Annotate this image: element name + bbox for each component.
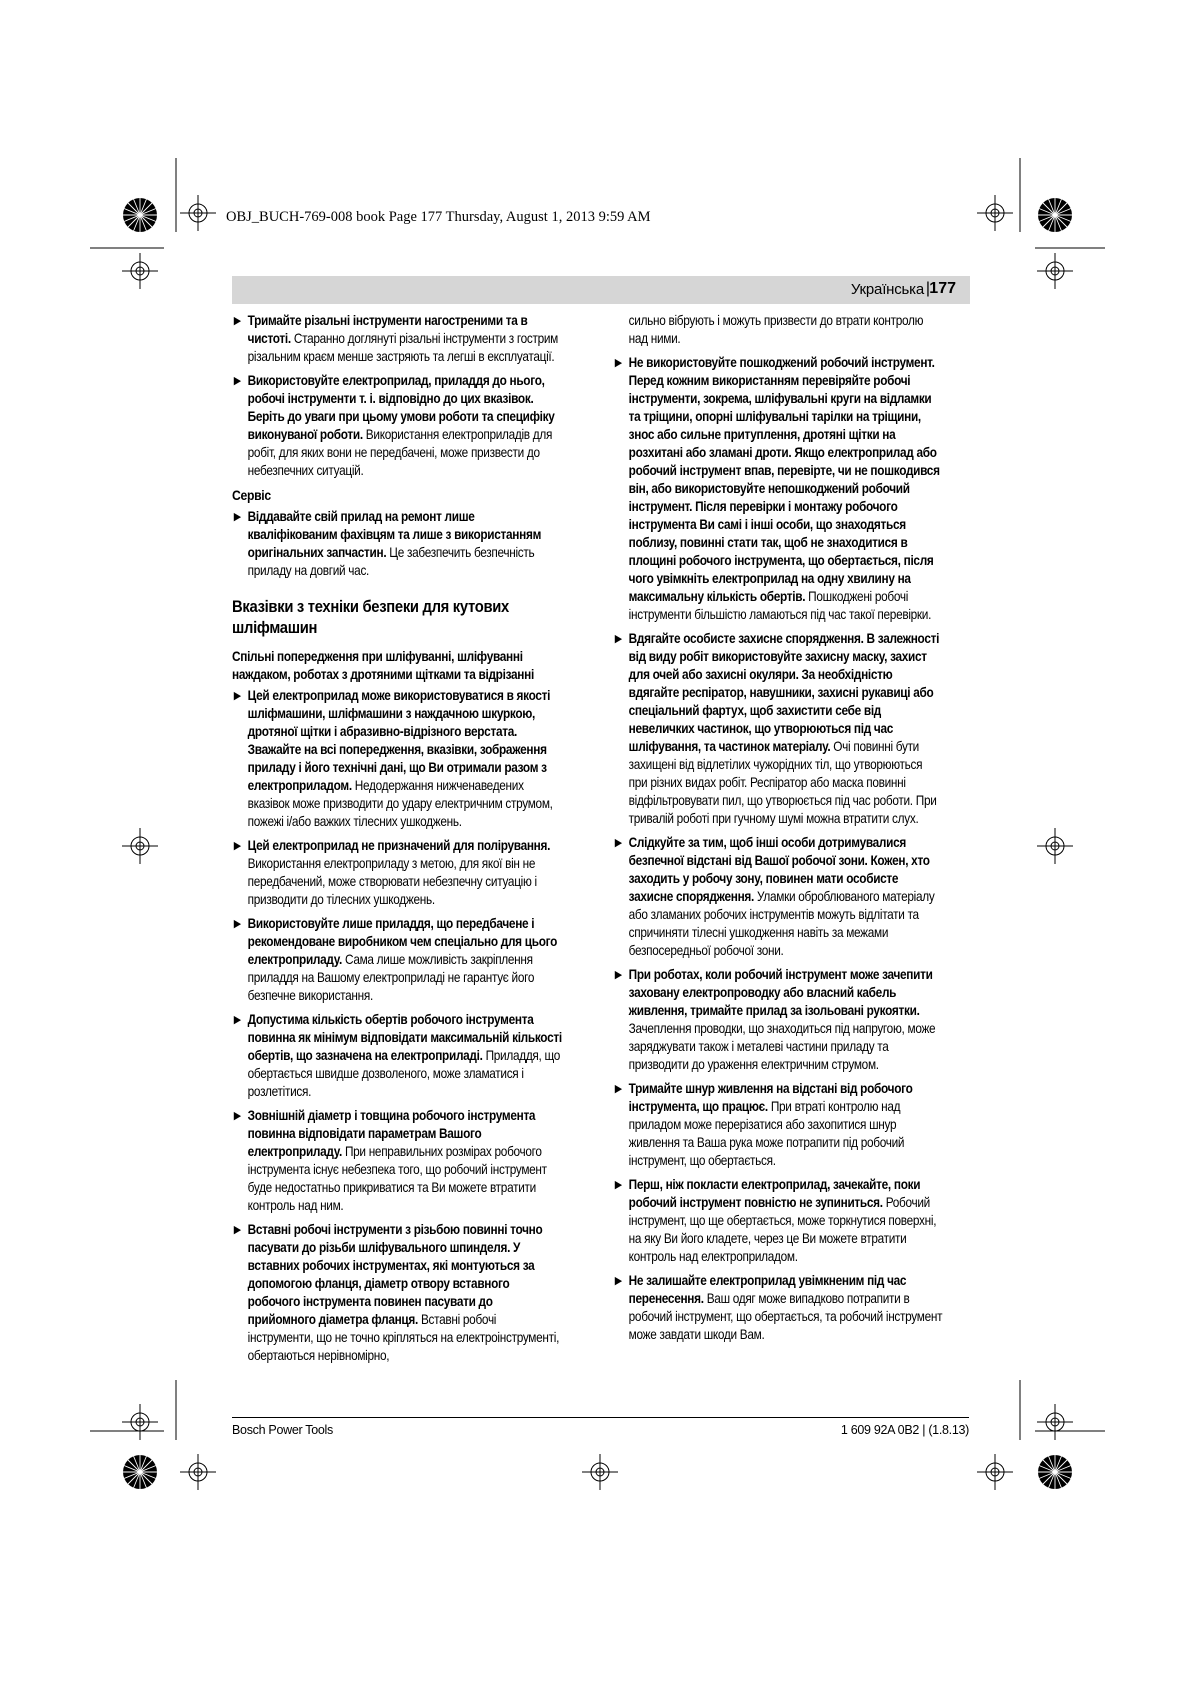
subsection-title: Спільні попередження при шліфуванні, шліфуванні наждаком, роботах з дротяними щітками та відрізанні <box>232 649 534 682</box>
footer-brand: Bosch Power Tools <box>232 1423 333 1437</box>
page-number: 177 <box>929 280 956 297</box>
list-item: ▶ Цей електроприлад не призначений для полірування. Використання електроприладу з метою, для якої він не передбачений, може створювати небезпечну ситуацію і призводити до тілесних ушкоджень. <box>232 837 563 909</box>
registration-mark-icon <box>180 1454 216 1490</box>
registration-mark-icon <box>582 1454 618 1490</box>
list-item: ▶ Не залишайте електроприлад увімкненим під час перенесення. Ваш одяг може випадково потрапити в робочий інструмент, що обертається, та робочий інструмент може завдати шкоди Вам. <box>613 1272 944 1344</box>
service-heading: Сервіс <box>232 487 271 503</box>
registration-mark-icon <box>1037 253 1073 289</box>
registration-mark-icon <box>1037 1404 1073 1440</box>
list-item: ▶ Тримайте шнур живлення на відстані від робочого інструмента, що працює. При втраті контролю над приладом може перерізатися або захопитися шнур живлення та Ваша рука може потрапити під робочий інструмент, що обертається. <box>613 1080 944 1170</box>
star-target-icon <box>123 1455 157 1489</box>
list-item: ▶ Тримайте різальні інструменти нагостреними та в чистоті. Старанно доглянуті різальні інструменти з гострим різальним краєм менше застряють та легші в експлуатації. <box>232 312 563 366</box>
list-item: ▶ Вставні робочі інструменти з різьбою повинні точно пасувати до різьби шліфувального шпинделя. У вставних робочих інструментах, які монтуються за допомогою фланця, діаметр отвору вставного робочого інструмента повинен пасувати до прийомного діаметра фланця. Вставні робочі інструменти, що не точно кріпляться на електроінструменті, обертаються нерівномірно, <box>232 1221 563 1365</box>
print-slug: OBJ_BUCH-769-008 book Page 177 Thursday, August 1, 2013 9:59 AM <box>226 209 651 225</box>
footer-doc-number: 1 609 92A 0B2 | (1.8.13) <box>840 1423 969 1437</box>
list-item: ▶ Допустима кількість обертів робочого інструмента повинна як мінімум відповідати максимальній кількості обертів, що зазначена на електроприладі. Приладдя, що обертається швидше дозволеного, може зламатися і розлетітися. <box>232 1011 563 1101</box>
header-language: Українська <box>850 281 924 298</box>
list-item: ▶ Віддавайте свій прилад на ремонт лише кваліфікованим фахівцям та лише з використанням оригінальних запчастин. Це забезпечить безпечність приладу на довгий час. <box>232 508 563 580</box>
running-header <box>232 276 970 304</box>
registration-mark-icon <box>1037 828 1073 864</box>
continued-text: сильно вібрують і можуть призвести до втрати контролю над ними. <box>628 313 924 346</box>
list-item: ▶ Не використовуйте пошкоджений робочий інструмент. Перед кожним використанням перевіряйте робочі інструменти, зокрема, шліфувальні круги на відламки та тріщини, опорні шліфувальні тарілки на тріщини, знос або сильне притуплення, дротяні щітки на розхитані або зламані дроти. Якщо електроприлад або робочий інструмент впав, перевірте, чи не пошкодився він, або використовуйте непошкоджений робочий інструмент. Після перевірки і монтажу робочого інструмента Ви самі і інші особи, що знаходяться поблизу, повинні стати так, щоб не знаходитися в площині робочого інструмента, що обертається, після чого увімкніть електроприлад на одну хвилину на максимальну кількість обертів. Пошкоджені робочі інструменти більшістю ламаються під час такої перевірки. <box>613 354 944 624</box>
footer-rule <box>232 1417 969 1418</box>
registration-mark-icon <box>180 195 216 231</box>
list-item: ▶ Використовуйте електроприлад, приладдя до нього, робочі інструменти т. і. відповідно до цих вказівок. Беріть до уваги при цьому умови роботи та специфіку виконуваної роботи. Використання електроприладів для робіт, для яких вони не передбачені, може призвести до небезпечних ситуацій. <box>232 372 563 480</box>
star-target-icon <box>1038 198 1072 232</box>
registration-mark-icon <box>122 253 158 289</box>
list-item: ▶ Використовуйте лише приладдя, що передбачене і рекомендоване виробником чем спеціально для цього електроприладу. Сама лише можливість закріплення приладдя на Вашому електроприладі не гарантує його безпечне використання. <box>232 915 563 1005</box>
list-item: ▶ При роботах, коли робочий інструмент може зачепити заховану електропроводку або власний кабель живлення, тримайте прилад за ізольовані рукоятки. Зачеплення проводки, що знаходиться під напругою, може заряджувати також і металеві частини приладу та призводити до ураження електричним струмом. <box>613 966 944 1074</box>
star-target-icon <box>1038 1455 1072 1489</box>
registration-mark-icon <box>977 1454 1013 1490</box>
list-item: ▶ Цей електроприлад може використовуватися в якості шліфмашини, шліфмашини з наждачною шкуркою, дротяної щітки і абразивно-відрізного верстата. Зважайте на всі попередження, вказівки, зображення приладу і його технічні дані, що Ви отримали разом з електроприладом. Недодержання нижченаведених вказівок може призводити до удару електричним струмом, пожежі і/або важких тілесних ушкоджень. <box>232 687 563 831</box>
list-item: ▶ Слідкуйте за тим, щоб інші особи дотримувалися безпечної відстані від Вашої робочої зони. Кожен, хто заходить у робочу зону, повинен мати особисте захисне спорядження. Уламки оброблюваного матеріалу або зламаних робочих інструментів можуть відлітати та спричиняти тілесні ушкодження навіть за межами безпосередньої робочої зони. <box>613 834 944 960</box>
list-item: ▶ Вдягайте особисте захисне спорядження. В залежності від виду робіт використовуйте захисну маску, захист для очей або захисні окуляри. За необхідністю вдягайте респіратор, навушники, захисні рукавиці або спеціальний фартух, щоб захистити себе від невеличких частинок, що утворюються під час шліфування, та частинок матеріалу. Очі повинні бути захищені від відлетілих чужорідних тіл, що утворюються при різних видах робіт. Респіратор або маска повинні відфільтровувати пил, що утворюється під час роботи. При тривалій роботі при гучному шумі можна втратити слух. <box>613 630 944 828</box>
section-title: Вказівки з техніки безпеки для кутових шліфмашин <box>232 597 509 637</box>
list-item: ▶ Зовнішній діаметр і товщина робочого інструмента повинна відповідати параметрам Вашого електроприладу. При неправильних розмірах робочого інструмента існує небезпека того, що робочий інструмент буде недостатньо прикриватися та Ви можете втратити контроль над ним. <box>232 1107 563 1215</box>
registration-mark-icon <box>977 195 1013 231</box>
registration-mark-icon <box>122 828 158 864</box>
star-target-icon <box>123 198 157 232</box>
header-separator: | <box>925 280 930 297</box>
left-column <box>232 312 563 1371</box>
list-item: ▶ Перш, ніж покласти електроприлад, зачекайте, поки робочий інструмент повністю не зупиниться. Робочий інструмент, що ще обертається, може торкнутися поверхні, на яку Ви його кладете, через це Ви можете втратити контроль над електроприладом. <box>613 1176 944 1266</box>
registration-mark-icon <box>122 1404 158 1440</box>
right-column <box>613 312 944 1350</box>
